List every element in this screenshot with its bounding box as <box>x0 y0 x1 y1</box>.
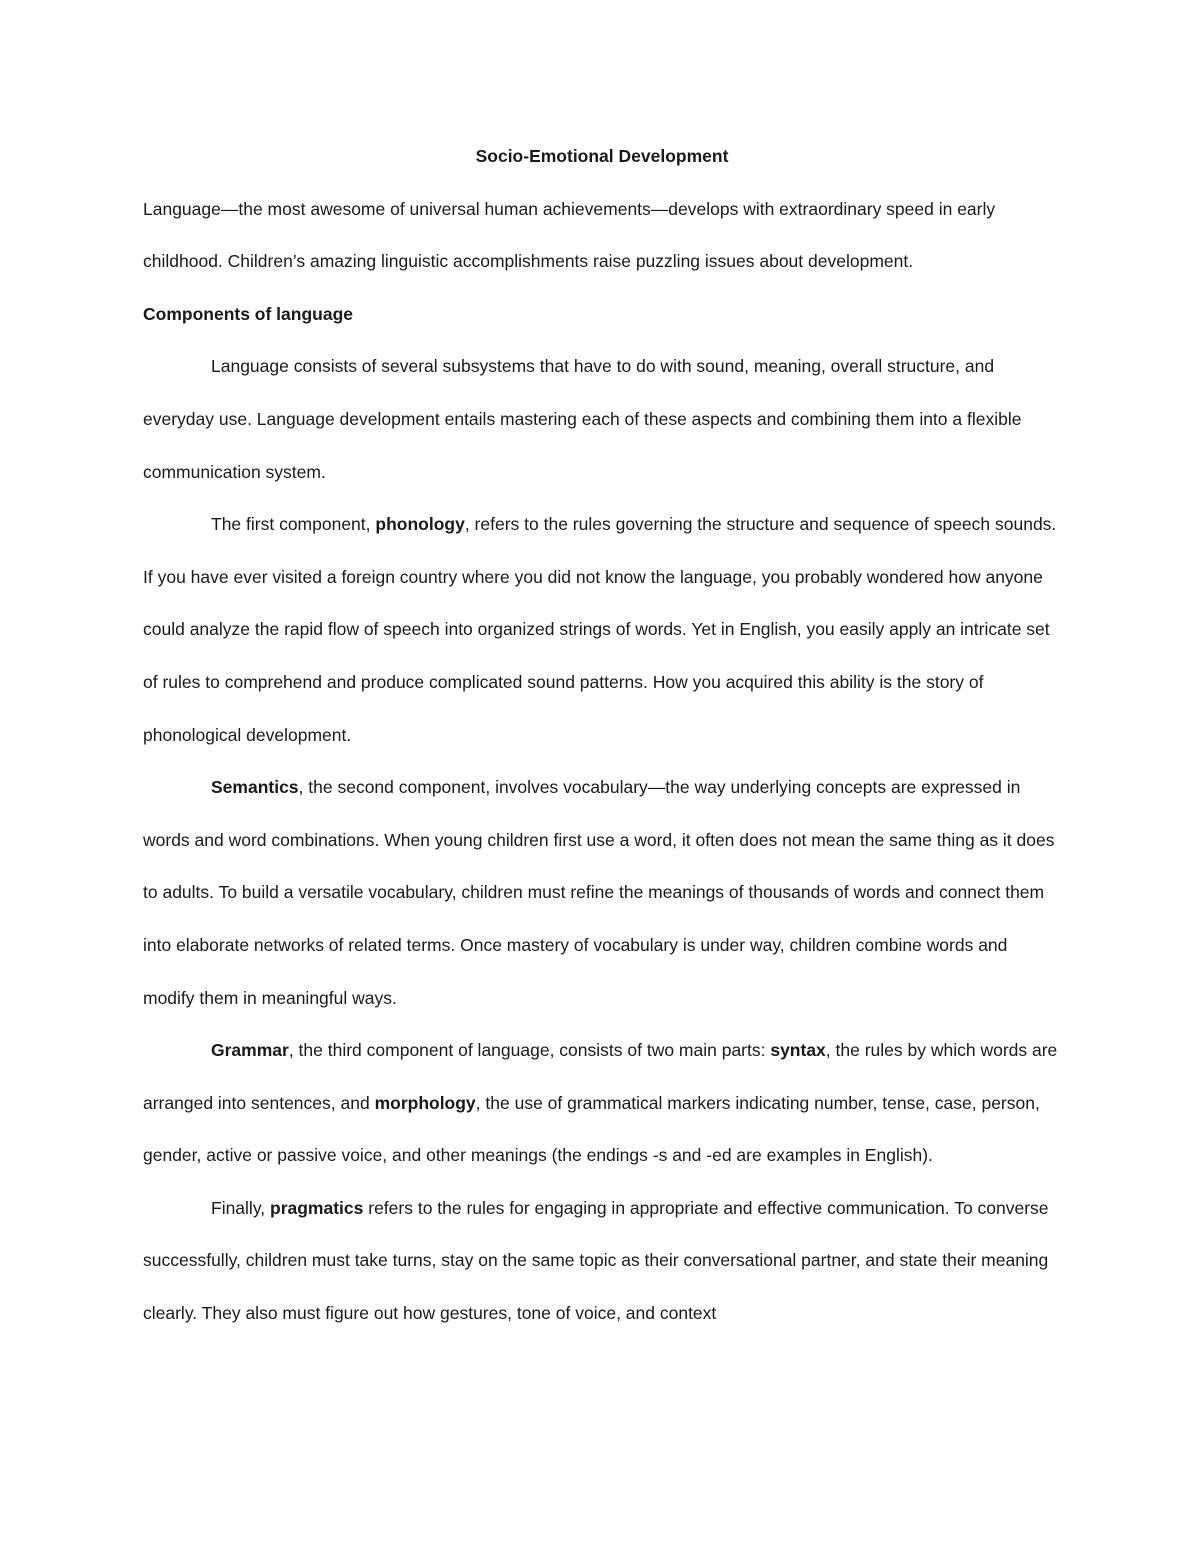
text-run: , the use of grammatical markers indicating number, tense, case, person, gender, active or passive voice, and other meanings (the endings -s and -ed are examples in English). <box>143 1092 1040 1166</box>
paragraph-grammar <box>143 1024 1061 1182</box>
term-grammar: Grammar <box>211 1040 289 1061</box>
term-phonology: phonology <box>375 514 465 535</box>
paragraph-pragmatics <box>143 1182 1061 1340</box>
paragraph-subsystems: Language consists of several subsystems that have to do with sound, meaning, overall structure, and everyday use. Language development entails mastering each of these aspects and combining them into a flexible communication system. <box>143 356 1022 482</box>
term-morphology: morphology <box>374 1092 476 1113</box>
term-pragmatics: pragmatics <box>270 1197 364 1218</box>
paragraph-phonology <box>143 498 1061 761</box>
section-heading: Components of language <box>143 303 353 324</box>
text-run: , the rules by which words are arranged into sentences, and <box>143 1040 1058 1113</box>
text-run: , the second component, involves vocabulary—the way underlying concepts are expressed in words and word combinations. When young children first use a word, it often does not mean the same thing as it does to adults. To build a versatile vocabulary, children must refine the meanings of thousands of words and connect them into elaborate networks of related terms. Once mastery of vocabulary is under way, children combine words and modify them in meaningful ways. <box>143 777 1055 1008</box>
text-run: , the third component of language, consists of two main parts: <box>288 1040 771 1061</box>
text-run: The first component, <box>211 514 376 535</box>
page-title: Socio-Emotional Development <box>475 146 729 166</box>
term-syntax: syntax <box>770 1040 826 1061</box>
term-semantics: Semantics <box>211 777 299 798</box>
text-run: Finally, <box>211 1197 270 1218</box>
paragraph-semantics <box>143 761 1061 1024</box>
intro-paragraph: Language—the most awesome of universal human achievements—develops with extraordinary speed in early childhood. Children’s amazing linguistic accomplishments raise puzzling issues about development. <box>143 198 996 272</box>
text-run: , refers to the rules governing the structure and sequence of speech sounds. If you have ever visited a foreign country where you did not know the language, you probably wondered how anyone could analyze the rapid flow of speech into organized strings of words. Yet in English, you easily apply an intricate set of rules to comprehend and produce complicated sound patterns. How you acquired this ability is the story of phonological development. <box>143 514 1057 745</box>
text-run: refers to the rules for engaging in appropriate and effective communication. To converse successfully, children must take turns, stay on the same topic as their conversational partner, and state their meaning clearly. They also must figure out how gestures, tone of voice, and context <box>143 1197 1049 1324</box>
document-body <box>143 130 1061 1340</box>
